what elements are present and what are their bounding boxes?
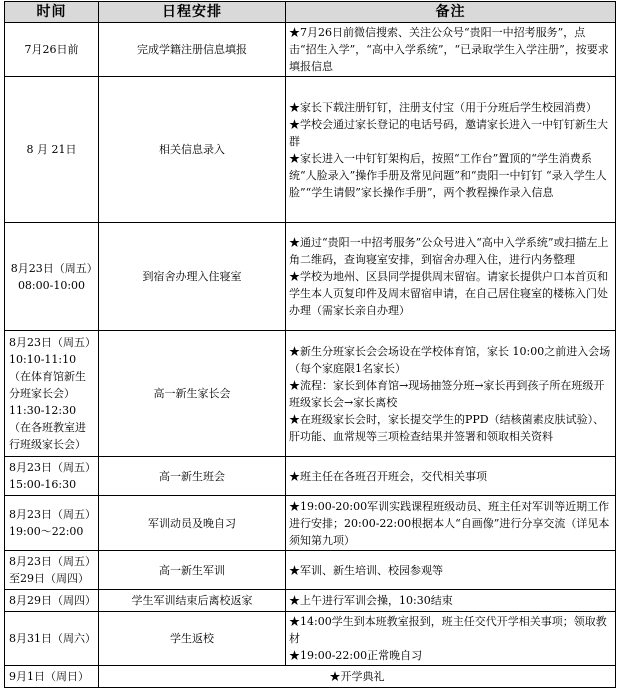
table-row xyxy=(5,77,616,223)
time-cell: 9月1日（周日） xyxy=(5,666,99,688)
note-line: ★学校为地州、区县同学提供周末留宿。请家长提供户口本首页和学生本人页复印件及周末留宿申请，在自己居住寝室的楼栋入门处办理（需家长亲自办理） xyxy=(289,270,608,317)
table-row xyxy=(5,496,616,551)
time-cell: 8月23日（周五）19:00～22:00 xyxy=(5,496,99,551)
notes-cell xyxy=(286,331,616,457)
notes-cell xyxy=(286,590,616,612)
note-line: ★军训、新生培训、校园参观等 xyxy=(289,563,443,577)
table-row xyxy=(5,331,616,457)
notes-cell xyxy=(286,223,616,331)
opening-ceremony-cell: ★开学典礼 xyxy=(99,666,616,688)
header-notes: 备注 xyxy=(286,2,616,23)
notes-cell xyxy=(286,457,616,496)
schedule-cell: 完成学籍注册信息填报 xyxy=(99,23,286,77)
schedule-cell: 学生返校 xyxy=(99,612,286,666)
notes-cell xyxy=(286,77,616,223)
note-line: ★7月26日前微信搜索、关注公众号“贵阳一中招考服务”，点击“招生入学”，“高中入学系统”，“已录取学生入学注册”，按要求填报信息 xyxy=(289,26,609,73)
time-cell: 8月29日（周四） xyxy=(5,590,99,612)
header-time: 时间 xyxy=(5,2,99,23)
note-line: ★家长进入一中钉钉架构后，按照“工作台”置顶的“学生消费系统“人脸录入”操作手册及常见问题”和“贵阳一中钉钉 “录入学生人脸”“学生请假”家长操作手册”，两个教程操作录入信息 xyxy=(289,151,607,199)
note-line: ★家长下载注册钉钉，注册支付宝（用于分班后学生校园消费） xyxy=(289,100,597,114)
notes-cell xyxy=(286,23,616,77)
note-line: ★在班级家长会时，家长提交学生的PPD（结核菌素皮肤试验）、肝功能、血常规等三项检查结果并签署和领取相关资料 xyxy=(289,412,605,443)
notes-cell xyxy=(286,496,616,551)
schedule-cell: 高一新生班会 xyxy=(99,457,286,496)
time-cell: 8月31日（周六） xyxy=(5,612,99,666)
time-cell: 8月23日（周五）10:10-11:10（在体育馆新生分班家长会）11:30-12:30（在各班教室进行班级家长会） xyxy=(5,331,99,457)
note-line: ★通过“贵阳一中招考服务”公众号进入“高中入学系统”或扫描左上角二维码，查询寝室安排，到宿舍办理入住，进行内务整理 xyxy=(289,236,609,266)
table-row xyxy=(5,551,616,590)
time-cell: 8月23日（周五）至29日（周四） xyxy=(5,551,99,590)
table-row xyxy=(5,457,616,496)
schedule-cell: 高一新生家长会 xyxy=(99,331,286,457)
note-line: ★19:00-22:00正常晚自习 xyxy=(289,649,423,662)
schedule-table xyxy=(4,1,616,688)
table-row-last xyxy=(5,666,616,688)
table-row xyxy=(5,612,616,666)
table-row xyxy=(5,23,616,77)
notes-cell xyxy=(286,551,616,590)
schedule-cell: 学生军训结束后离校返家 xyxy=(99,590,286,612)
schedule-cell: 到宿舍办理入住寝室 xyxy=(99,223,286,331)
header-schedule: 日程安排 xyxy=(99,2,286,23)
note-line: ★新生分班家长会会场设在学校体育馆，家长 10:00之前进入会场（每个家庭限1名家长） xyxy=(289,344,611,375)
notes-cell xyxy=(286,612,616,666)
note-line: ★上午进行军训会操，10:30结束 xyxy=(289,594,453,607)
time-cell: 8 月 21日 xyxy=(5,77,99,223)
note-line: ★14:00学生到本班教室报到，班主任交代开学相关事项；领取教材 xyxy=(289,615,607,645)
time-cell: 7月26日前 xyxy=(5,23,99,77)
note-line: ★学校会通过家长登记的电话号码，邀请家长进入一中钉钉新生大群 xyxy=(289,117,608,148)
time-cell: 8月23日（周五）15:00-16:30 xyxy=(5,457,99,496)
table-row xyxy=(5,590,616,612)
time-cell: 8月23日（周五）08:00-10:00 xyxy=(5,223,99,331)
note-line: ★流程：家长到体育馆→现场抽签分班→家长再到孩子所在班级开班级家长会→家长离校 xyxy=(289,378,605,409)
schedule-cell: 高一新生军训 xyxy=(99,551,286,590)
note-line: ★19:00-20:00军训实践课程班级动员、班主任对军训等近期工作进行安排；20:00-22:00根据本人“自画像”进行分享交流（详见本须知第九项） xyxy=(289,499,610,547)
header-row xyxy=(5,2,616,23)
note-line: ★班主任在各班召开班会，交代相关事项 xyxy=(289,469,487,483)
schedule-cell: 相关信息录入 xyxy=(99,77,286,223)
table-row xyxy=(5,223,616,331)
schedule-cell: 军训动员及晚自习 xyxy=(99,496,286,551)
